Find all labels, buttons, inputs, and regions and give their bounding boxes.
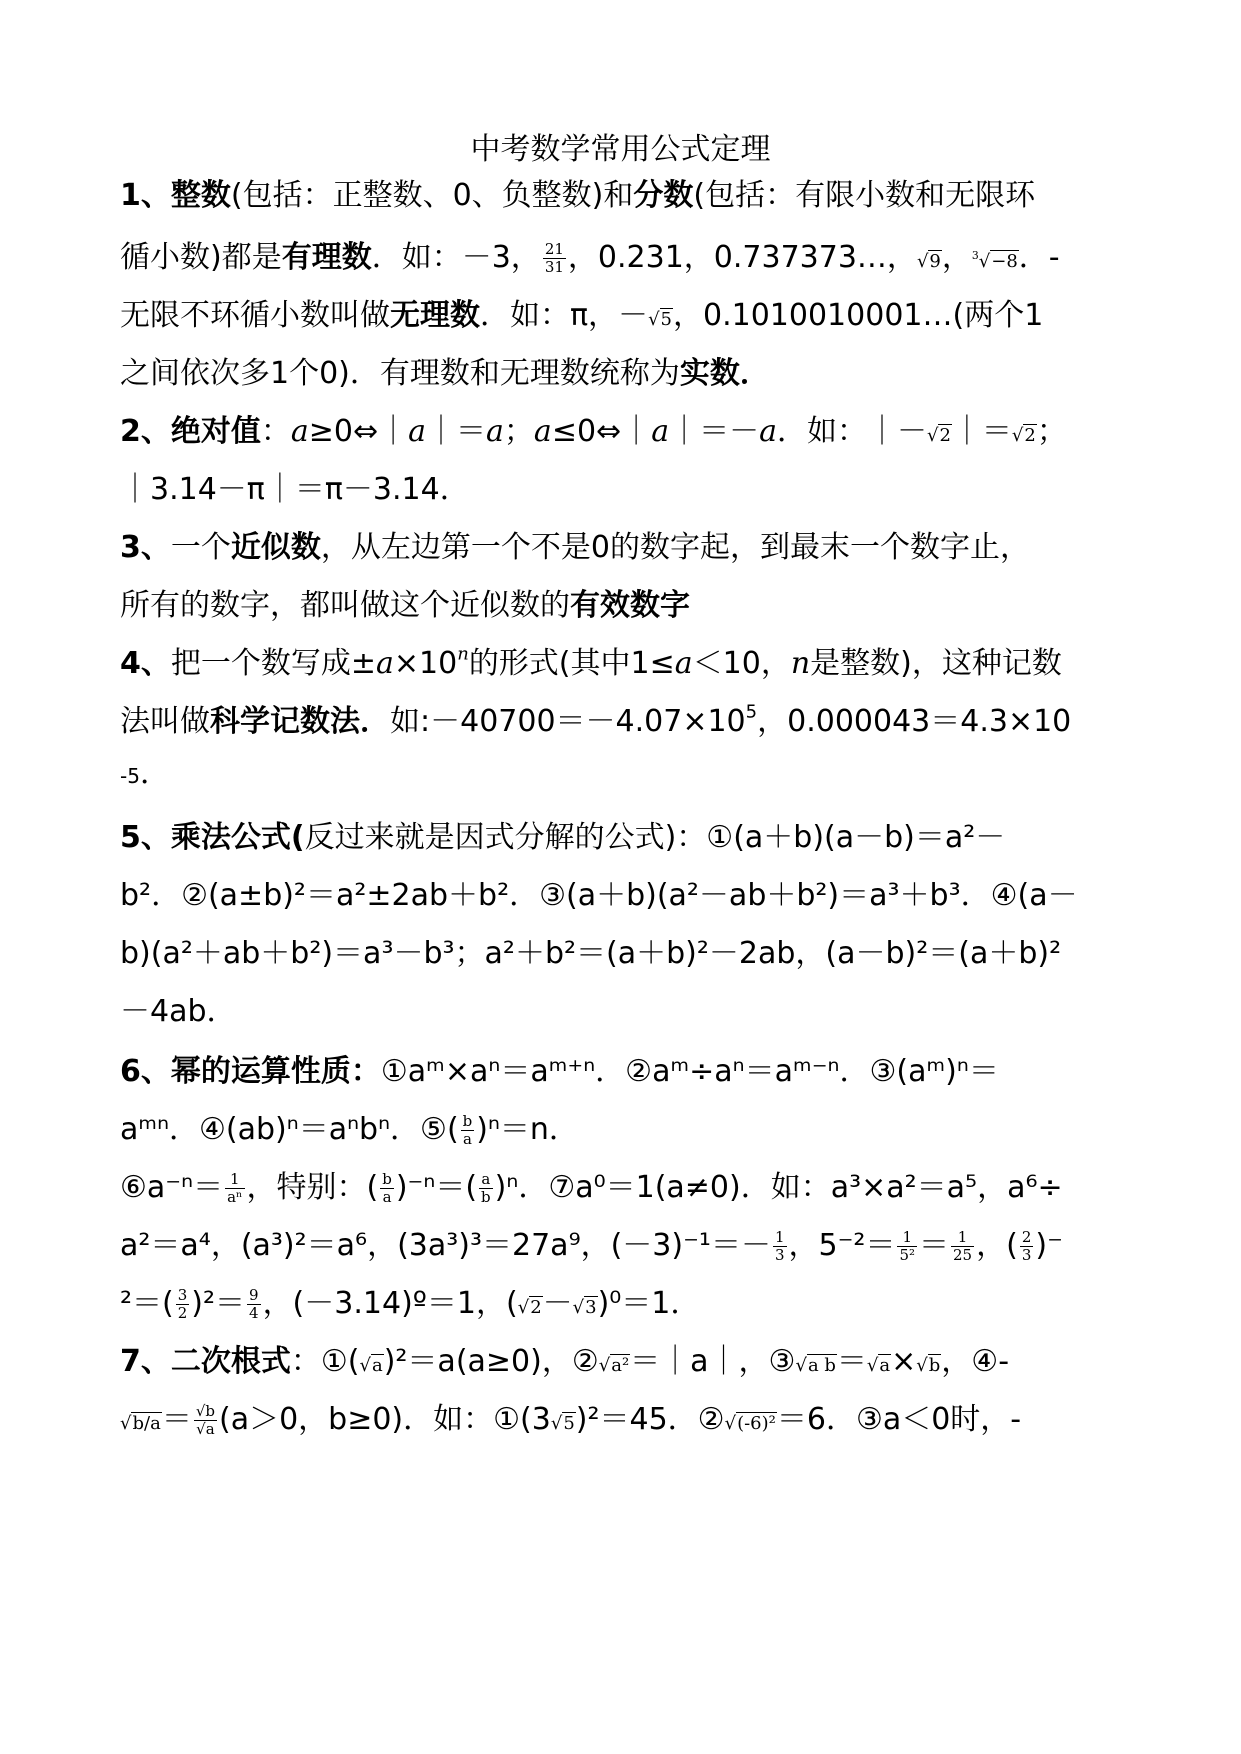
page-title: 中考数学常用公式定理 <box>470 132 771 167</box>
term-approx: 近似数 <box>230 530 321 565</box>
s5-line-3 <box>120 930 1130 978</box>
s2-text: ．如：｜－ <box>776 414 927 449</box>
s2-text: ｜＝ <box>951 414 1012 449</box>
sqrt-expression: √a <box>866 1355 891 1376</box>
s1-line-4 <box>120 350 1130 398</box>
variable: n <box>790 646 811 681</box>
formula-text: ，(－3.14)º＝1，( <box>262 1286 518 1321</box>
variable: a <box>533 414 552 449</box>
s5-line-4 <box>120 988 1130 1036</box>
s1-text: ．如：π，－ <box>480 298 649 333</box>
s3-line-2 <box>120 582 1130 630</box>
formula-text: ＝｜a｜，③ <box>630 1344 796 1379</box>
cube-root-expression: $^3$√−8 <box>971 248 1018 272</box>
exponent: 5 <box>745 701 758 723</box>
term-real: 实数． <box>679 356 770 391</box>
s4-text: ×10 <box>393 646 458 681</box>
term-power: 幂的运算性质： <box>170 1054 381 1089</box>
s6-line-3 <box>120 1164 1130 1212</box>
formula-text: )⁰＝1． <box>597 1286 701 1321</box>
exponent: n <box>457 643 469 665</box>
s2-line-1 <box>120 408 1130 456</box>
s5-line-2 <box>120 872 1130 920</box>
fraction: $\frac{9}{4}$ <box>249 1286 259 1322</box>
s6-line-4 <box>120 1222 1130 1270</box>
fraction: $\frac{1}{\text{aⁿ}}$ <box>227 1170 243 1206</box>
formula-text: －4ab． <box>120 994 237 1029</box>
formula-text: ，( <box>976 1228 1018 1263</box>
s1-text: 之间依次多1个0)．有理数和无理数统称为 <box>120 356 680 391</box>
variable: a <box>486 414 504 449</box>
s4-number: 4、 <box>120 646 171 681</box>
formula-text: )⁻ <box>1035 1228 1063 1263</box>
formula-text: ：①( <box>290 1344 360 1379</box>
formula-text: )⁻ⁿ＝( <box>395 1170 478 1205</box>
term-rational: 有理数 <box>281 240 372 275</box>
term-significant: 有效数字 <box>570 588 690 623</box>
s1-text: (包括：正整数、0、负整数)和 <box>230 178 634 213</box>
s1-line-1 <box>120 172 1130 220</box>
sqrt-expression: √2 <box>517 1297 542 1318</box>
sqrt-expression: √3 <box>572 1297 597 1318</box>
term-scientific: 科学记数法． <box>210 704 390 739</box>
s5-number: 5、 <box>120 820 171 855</box>
sqrt-expression: √2 <box>926 425 951 446</box>
formula-text: × <box>891 1344 917 1379</box>
fraction: $\frac{b}{a}$ <box>462 1112 473 1148</box>
formula-text: )ⁿ＝n． <box>476 1112 579 1147</box>
s4-line-1 <box>120 640 1130 688</box>
s1-line-3 <box>120 292 1130 340</box>
term-absolute: 绝对值 <box>170 414 261 449</box>
formula-text: )ⁿ．⑦a⁰＝1(a≠0)．如：a³×a²＝a⁵，a⁶÷ <box>494 1170 1063 1205</box>
variable: a <box>408 414 427 449</box>
formula-text: ²＝( <box>120 1286 174 1321</box>
s3-text: ，从左边第一个不是0的数字起，到最末一个数字止， <box>320 530 1030 565</box>
s4-text: 如:－40700＝－4.07×10 <box>390 704 746 739</box>
s4-line-2 <box>120 698 1130 746</box>
s4-line-3 <box>120 750 1130 798</box>
fraction: $\frac{√b}{√a}$ <box>195 1402 215 1438</box>
formula-text: a²＝a⁴，(a³)²＝a⁶，(3a³)³＝27a⁹，(－3)⁻¹＝－ <box>120 1228 771 1263</box>
s1-text: ．如：－3， <box>371 240 541 275</box>
variable: a <box>759 414 777 449</box>
sqrt-expression: √2 <box>1011 425 1036 446</box>
sqrt-expression: √9 <box>916 251 941 272</box>
s3-number: 3、 <box>120 530 171 565</box>
s2-text: ≤0⇔｜ <box>551 414 652 449</box>
sqrt-expression: √5 <box>648 309 672 330</box>
formula-text: b²．②(a±b)²＝a²±2ab＋b²．③(a＋b)(a²－ab＋b²)＝a³＋b³．④(a－ <box>120 878 1078 913</box>
s7-line-2 <box>120 1396 1130 1444</box>
s1-line-2 <box>120 234 1130 282</box>
s3-text: 一个 <box>170 530 231 565</box>
s4-text: ，0.000043＝4.3×10 <box>757 704 1072 739</box>
s2-text: ｜＝ <box>426 414 487 449</box>
formula-text: )²＝45．② <box>575 1402 725 1437</box>
s4-text: 法叫做 <box>120 704 210 739</box>
s4-text: 是整数)，这种记数 <box>810 646 1062 681</box>
s6-line-2 <box>120 1106 1130 1154</box>
s7-number: 7、 <box>120 1344 171 1379</box>
s2-text: ； <box>503 414 534 449</box>
sqrt-expression: √b <box>916 1355 941 1376</box>
term-quadratic-radical: 二次根式 <box>170 1344 291 1379</box>
term-fraction: 分数 <box>633 178 694 213</box>
formula-text: ，特别：( <box>246 1170 379 1205</box>
s3-text: 所有的数字，都叫做这个近似数的 <box>120 588 570 623</box>
s3-line-1 <box>120 524 1130 572</box>
sqrt-expression: √a b <box>795 1355 836 1376</box>
fraction: $\frac{a}{b}$ <box>481 1170 491 1206</box>
s1-text: ，0.231，0.737373…， <box>567 240 917 275</box>
s4-text: ． <box>139 756 170 791</box>
formula-text: )²＝ <box>191 1286 246 1321</box>
s1-text: ， <box>941 240 972 275</box>
s2-text: ≥0⇔｜ <box>308 414 409 449</box>
s4-text: 把一个数写成± <box>170 646 377 681</box>
s2-line-2 <box>120 466 1130 514</box>
s2-text: ｜＝－ <box>669 414 760 449</box>
s1-text: ．- <box>1018 240 1060 275</box>
formula-text: ①aᵐ×aⁿ＝aᵐ⁺ⁿ．②aᵐ÷aⁿ＝aᵐ⁻ⁿ．③(aᵐ)ⁿ＝ <box>380 1054 999 1089</box>
exponent: -5 <box>120 764 140 788</box>
formula-text: － <box>542 1286 573 1321</box>
formula-text: b)(a²＋ab＋b²)＝a³－b³；a²＋b²＝(a＋b)²－2ab，(a－b)²＝(a＋b)² <box>120 936 1062 971</box>
formula-text: ＝6．③a＜0时，- <box>776 1402 1022 1437</box>
sqrt-expression: √a² <box>598 1355 630 1376</box>
s5-line-1 <box>120 814 1130 862</box>
sqrt-expression: √b/a <box>120 1413 161 1434</box>
fraction: $\frac{b}{a}$ <box>382 1170 392 1206</box>
formula-text: ＝ <box>161 1402 192 1437</box>
variable: a <box>674 646 693 681</box>
sqrt-expression: √5 <box>550 1413 575 1434</box>
fraction: $\frac{1}{25}$ <box>953 1228 973 1264</box>
s1-number: 1、 <box>120 178 171 213</box>
fraction: $\frac{3}{2}$ <box>177 1286 188 1322</box>
formula-text: ，5⁻²＝ <box>788 1228 896 1263</box>
sqrt-expression: √a <box>359 1355 383 1376</box>
s1-text: ，0.1010010001…(两个1 <box>673 298 1044 333</box>
formula-text: ，④- <box>941 1344 1010 1379</box>
formula-text: aᵐⁿ．④(ab)ⁿ＝aⁿbⁿ．⑤( <box>120 1112 459 1147</box>
variable: a <box>290 414 309 449</box>
fraction: $\frac{1}{\text{5²}}$ <box>899 1228 916 1264</box>
s4-text: ＜10， <box>692 646 791 681</box>
formula-text: 反过来就是因式分解的公式)：①(a＋b)(a－b)＝a²－ <box>304 820 1006 855</box>
term-irrational: 无理数 <box>390 298 480 333</box>
s1-text: 无限不环循小数叫做 <box>120 298 390 333</box>
fraction: $\frac{2}{3}$ <box>1021 1228 1032 1264</box>
s2-text: ； <box>1036 414 1067 449</box>
sqrt-expression: √(-6)² <box>724 1413 776 1434</box>
fraction: $\frac{1}{3}$ <box>774 1228 785 1264</box>
s1-text: 循小数)都是 <box>120 240 282 275</box>
s1-text: (包括：有限小数和无限环 <box>693 178 1036 213</box>
term-integer: 整数 <box>170 178 231 213</box>
formula-text: ＝ <box>836 1344 867 1379</box>
s2-text: ｜3.14－π｜＝π－3.14． <box>120 472 470 507</box>
formula-text: ⑥a⁻ⁿ＝ <box>120 1170 224 1205</box>
formula-text: ＝ <box>919 1228 950 1263</box>
fraction: $\frac{21}{31}$ <box>544 240 564 276</box>
s6-number: 6、 <box>120 1054 171 1089</box>
formula-text: )²＝a(a≥0)，② <box>383 1344 599 1379</box>
s2-number: 2、 <box>120 414 171 449</box>
s7-line-1 <box>120 1338 1130 1386</box>
s2-text: ： <box>260 414 291 449</box>
term-multiplication: 乘法公式( <box>170 820 305 855</box>
variable: a <box>376 646 394 681</box>
variable: a <box>651 414 670 449</box>
s6-line-1 <box>120 1048 1130 1096</box>
formula-text: (a＞0，b≥0)．如：①(3 <box>218 1402 551 1437</box>
s6-line-5 <box>120 1280 1130 1328</box>
s4-text: 的形式(其中1≤ <box>468 646 675 681</box>
